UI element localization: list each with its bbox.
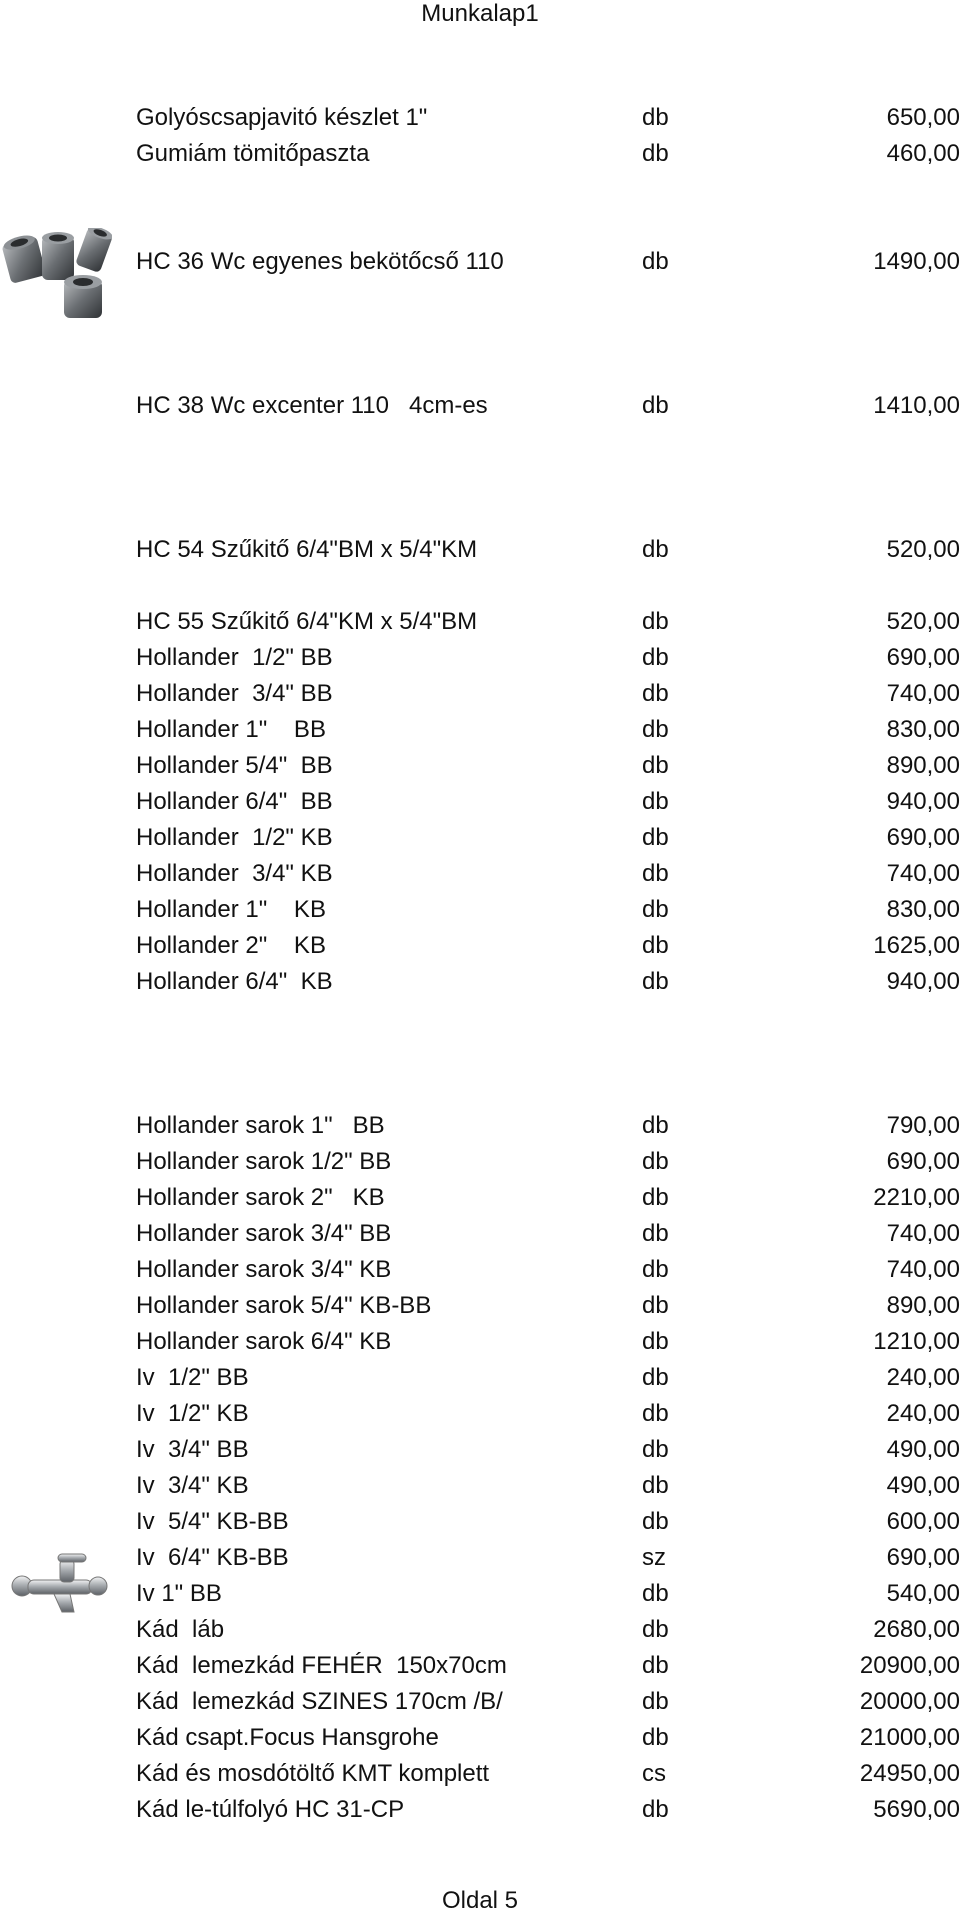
item-price: 650,00: [886, 104, 960, 131]
item-name: Iv 3/4" BB: [136, 1436, 249, 1463]
table-row: [0, 388, 960, 424]
item-name: HC 54 Szűkitő 6/4"BM x 5/4"KM: [136, 536, 478, 563]
item-name: Kád és mosdótöltő KMT komplett: [136, 1760, 490, 1787]
item-name: Hollander sarok 6/4" KB: [136, 1328, 392, 1355]
item-unit: db: [642, 716, 669, 743]
item-name: Hollander 3/4" KB: [136, 860, 333, 887]
item-unit: db: [642, 1580, 669, 1607]
item-name: Hollander sarok 2" KB: [136, 1184, 385, 1211]
item-unit: db: [642, 1400, 669, 1427]
item-unit: db: [642, 392, 669, 419]
item-unit: db: [642, 1472, 669, 1499]
item-unit: db: [642, 896, 669, 923]
table-row: [0, 1648, 960, 1684]
item-unit: db: [642, 1364, 669, 1391]
item-price: 490,00: [886, 1472, 960, 1499]
table-row: [0, 1216, 960, 1252]
item-name: Golyóscsapjavitó készlet 1": [136, 104, 428, 131]
item-price: 24950,00: [859, 1760, 960, 1787]
item-name: Gumiám tömitőpaszta: [136, 140, 370, 167]
item-name: HC 38 Wc excenter 110 4cm-es: [136, 392, 488, 419]
item-name: Hollander sarok 3/4" BB: [136, 1220, 392, 1247]
item-unit: db: [642, 248, 669, 275]
table-row: [0, 1144, 960, 1180]
table-row: [0, 964, 960, 1000]
item-name: Hollander sarok 5/4" KB-BB: [136, 1292, 432, 1319]
item-name: Hollander 1" BB: [136, 716, 326, 743]
item-unit: db: [642, 1256, 669, 1283]
item-price: 1410,00: [873, 392, 960, 419]
item-name: Hollander 1/2" KB: [136, 824, 333, 851]
table-row: [0, 532, 960, 568]
item-price: 21000,00: [859, 1724, 960, 1751]
item-name: Hollander sarok 1" BB: [136, 1112, 385, 1139]
item-name: Iv 3/4" KB: [136, 1472, 249, 1499]
table-row: [0, 1396, 960, 1432]
item-name: Iv 6/4" KB-BB: [136, 1544, 289, 1571]
item-name: Hollander 2" KB: [136, 932, 326, 959]
sheet-title: Munkalap1: [421, 0, 539, 27]
item-unit: cs: [642, 1760, 666, 1787]
item-price: 460,00: [886, 140, 960, 167]
item-name: Hollander 1/2" BB: [136, 644, 333, 671]
item-name: HC 55 Szűkitő 6/4"KM x 5/4"BM: [136, 608, 478, 635]
item-price: 240,00: [886, 1364, 960, 1391]
item-unit: db: [642, 644, 669, 671]
item-name: Hollander 1" KB: [136, 896, 326, 923]
item-unit: db: [642, 1220, 669, 1247]
item-name: Iv 1/2" KB: [136, 1400, 249, 1427]
table-row: [0, 640, 960, 676]
page-number: Oldal 5: [441, 1887, 519, 1914]
item-price: 830,00: [886, 896, 960, 923]
item-price: 2680,00: [873, 1616, 960, 1643]
table-row: [0, 748, 960, 784]
item-price: 890,00: [886, 1292, 960, 1319]
item-price: 740,00: [886, 860, 960, 887]
item-price: 740,00: [886, 680, 960, 707]
item-price: 1210,00: [873, 1328, 960, 1355]
item-price: 1490,00: [873, 248, 960, 275]
item-name: Kád láb: [136, 1616, 225, 1643]
item-unit: db: [642, 1796, 669, 1823]
table-row: [0, 1324, 960, 1360]
item-price: 20900,00: [859, 1652, 960, 1679]
table-row: [0, 928, 960, 964]
table-row: [0, 244, 960, 280]
item-unit: db: [642, 752, 669, 779]
table-row: [0, 712, 960, 748]
item-name: Iv 5/4" KB-BB: [136, 1508, 289, 1535]
item-name: Hollander 6/4" KB: [136, 968, 333, 995]
item-unit: db: [642, 1292, 669, 1319]
item-name: Hollander sarok 3/4" KB: [136, 1256, 392, 1283]
item-unit: db: [642, 932, 669, 959]
table-row: [0, 892, 960, 928]
item-name: Kád lemezkád FEHÉR 150x70cm: [136, 1652, 507, 1679]
item-name: Hollander sarok 1/2" BB: [136, 1148, 392, 1175]
table-row: [0, 1576, 960, 1612]
item-name: Kád le-túlfolyó HC 31-CP: [136, 1796, 405, 1823]
item-unit: db: [642, 1184, 669, 1211]
item-price: 2210,00: [873, 1184, 960, 1211]
item-price: 690,00: [886, 644, 960, 671]
item-unit: db: [642, 968, 669, 995]
item-price: 790,00: [886, 1112, 960, 1139]
item-unit: db: [642, 1724, 669, 1751]
item-unit: db: [642, 1688, 669, 1715]
table-row: [0, 100, 960, 136]
item-price: 690,00: [886, 1148, 960, 1175]
item-unit: db: [642, 1652, 669, 1679]
table-row: [0, 604, 960, 640]
table-row: [0, 1612, 960, 1648]
item-name: Kád lemezkád SZINES 170cm /B/: [136, 1688, 503, 1715]
table-row: [0, 820, 960, 856]
item-price: 690,00: [886, 824, 960, 851]
item-price: 600,00: [886, 1508, 960, 1535]
table-row: [0, 1180, 960, 1216]
item-price: 490,00: [886, 1436, 960, 1463]
item-name: Iv 1" BB: [136, 1580, 222, 1607]
table-row: [0, 1108, 960, 1144]
item-name: Kád csapt.Focus Hansgrohe: [136, 1724, 439, 1751]
item-price: 740,00: [886, 1256, 960, 1283]
item-price: 540,00: [886, 1580, 960, 1607]
item-price: 740,00: [886, 1220, 960, 1247]
item-unit: db: [642, 860, 669, 887]
table-row: [0, 1720, 960, 1756]
table-row: [0, 784, 960, 820]
item-price: 830,00: [886, 716, 960, 743]
item-unit: db: [642, 104, 669, 131]
item-unit: db: [642, 1436, 669, 1463]
item-unit: db: [642, 1328, 669, 1355]
item-name: HC 36 Wc egyenes bekötőcső 110: [136, 248, 504, 275]
item-name: Iv 1/2" BB: [136, 1364, 249, 1391]
table-row: [0, 136, 960, 172]
item-price: 5690,00: [873, 1796, 960, 1823]
item-price: 940,00: [886, 968, 960, 995]
table-row: [0, 1540, 960, 1576]
item-price: 520,00: [886, 536, 960, 563]
item-unit: db: [642, 824, 669, 851]
table-row: [0, 1360, 960, 1396]
table-row: [0, 1432, 960, 1468]
item-unit: db: [642, 608, 669, 635]
item-unit: db: [642, 536, 669, 563]
table-row: [0, 1756, 960, 1792]
table-row: [0, 1288, 960, 1324]
item-price: 240,00: [886, 1400, 960, 1427]
item-price: 1625,00: [873, 932, 960, 959]
item-name: Hollander 3/4" BB: [136, 680, 333, 707]
table-row: [0, 676, 960, 712]
item-unit: db: [642, 140, 669, 167]
item-unit: db: [642, 1616, 669, 1643]
item-price: 520,00: [886, 608, 960, 635]
item-unit: db: [642, 1112, 669, 1139]
table-row: [0, 1504, 960, 1540]
item-name: Hollander 5/4" BB: [136, 752, 333, 779]
table-row: [0, 1792, 960, 1828]
table-row: [0, 1468, 960, 1504]
table-row: [0, 856, 960, 892]
item-unit: sz: [642, 1544, 666, 1571]
table-row: [0, 1684, 960, 1720]
item-price: 690,00: [886, 1544, 960, 1571]
item-name: Hollander 6/4" BB: [136, 788, 333, 815]
item-unit: db: [642, 1148, 669, 1175]
item-price: 20000,00: [859, 1688, 960, 1715]
item-price: 940,00: [886, 788, 960, 815]
item-price: 890,00: [886, 752, 960, 779]
table-row: [0, 1252, 960, 1288]
item-unit: db: [642, 1508, 669, 1535]
item-unit: db: [642, 788, 669, 815]
item-unit: db: [642, 680, 669, 707]
